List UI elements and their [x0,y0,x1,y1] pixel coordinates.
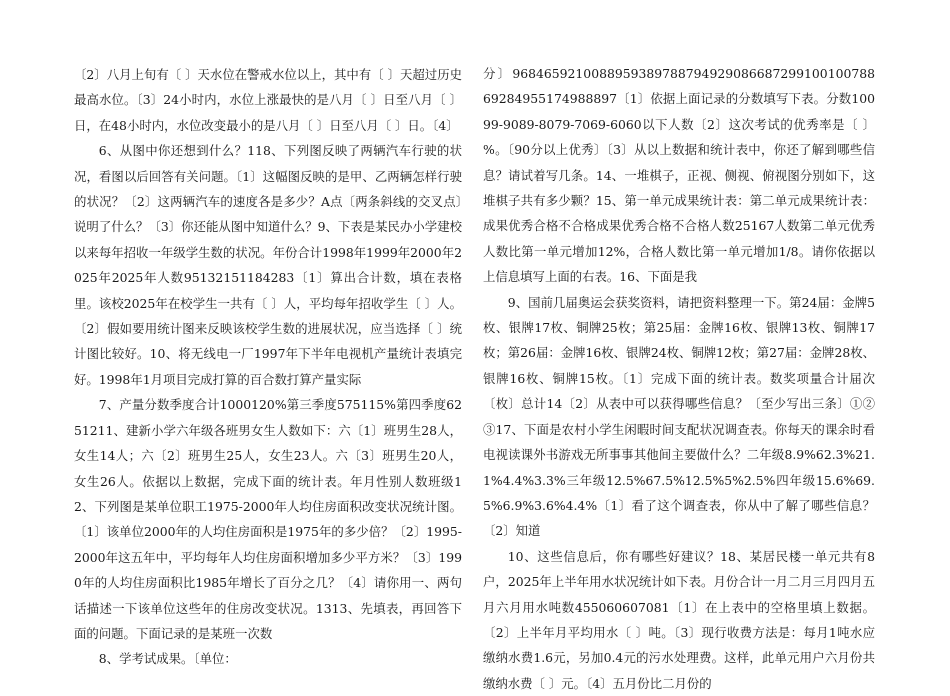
right-paragraph-2: 9、国前几届奥运会获奖资料，请把资料整理一下。第24届：金牌5枚、银牌17枚、铜牌25枚；第25届：金牌16枚、银牌13枚、铜牌17枚；第26届：金牌16枚、银牌24枚、铜牌12枚；第27届：金牌28枚、银牌16枚、铜牌15枚。〔1〕完成下面的统计表。数奖项量合计届次〔枚〕总计14〔2〕从表中可以获得哪些信息？〔至少写出三条〕①②③17、下面是农村小学生闲暇时间支配状况调查表。你每天的课余时看电视读课外书游戏无所事事其他间主要做什么？二年级8.9%62.3%21.1%4.4%3.3%三年级12.5%67.5%12.5%5%2.5%四年级15.6%69.5%6.9%3.6%4.4%〔1〕看了这个调查表，你从中了解了哪些信息？〔2〕知道 [483,294,875,539]
right-column [483,61,875,696]
left-paragraph-1: 〔2〕八月上旬有〔 〕天水位在警戒水位以上，其中有〔 〕天超过历史最高水位。〔3〕24小时内，水位上涨最快的是八月〔 〕日至八月〔 〕日，在48小时内，水位改变最小的是八月〔 〕日至八月〔 〕日。〔4〕 [74,67,462,133]
left-paragraph-2: 6、从图中你还想到什么？118、下列图反映了两辆汽车行驶的状况，看图以后回答有关问题。〔1〕这幅图反映的是甲、乙两辆怎样行驶的状况？〔2〕这两辆汽车的速度各是多少？A点〔两条斜线的交叉点〕说明了什么？〔3〕你还能从图中知道什么？9、下表是某民办小学建校以来每年招收一年级学生数的状况。年份合计1998年1999年2000年2025年2025年人数95132151184283〔1〕算出合计数，填在表格里。该校2025年在校学生一共有〔 〕人，平均每年招收学生〔 〕人。〔2〕假如要用统计图来反映该校学生数的进展状况，应当选择〔 〕统计图比较好。10、将无线电一厂1997年下半年电视机产量统计表填完好。1998年1月项目完成打算的百合数打算产量实际 [74,143,462,387]
left-column [74,62,462,672]
right-paragraph-3: 10、这些信息后，你有哪些好建议？18、某居民楼一单元共有8户，2025年上半年用水状况统计如下表。月份合计一月二月三月四月五月六月用水吨数455060607081〔1〕在上表中的空格里填上数据。〔2〕上半年月平均用水〔 〕吨。〔3〕现行收费方法是：每月1吨水应缴纳水费1.6元，另加0.4元的污水处理费。这样，此单元用户六月份共缴纳水费〔 〕元。〔4〕五月份比二月份的 [483,548,875,691]
right-paragraph-1: 分〕968465921008895938978879492908668729910010078869284955174988897〔1〕依据上面记录的分数填写下表。分数10099-9089-8079-7069-6060以下人数〔2〕这次考试的优秀率是〔 〕%。〔90分以上优秀〕〔3〕从以上数据和统计表中，你还了解到哪些信息？请试着写几条。14、一堆棋子，正视、侧视、俯视图分别如下，这堆棋子共有多少颗？15、第一单元成果统计表：第二单元成果统计表：成果优秀合格不合格成果优秀合格不合格人数25167人数第二单元优秀人数比第一单元增加12%，合格人数比第一单元增加1/8。请你依据以上信息填写上面的右表。16、下面是我 [483,66,875,285]
left-paragraph-3: 7、产量分数季度合计1000120%第三季度575115%第四季度6251211、建新小学六年级各班男女生人数如下：六〔1〕班男生28人，女生14人；六〔2〕班男生25人，女生23人。六〔3〕班男生20人，女生26人。依据以上数据，完成下面的统计表。年月性别人数班级12、下列图是某单位职工1975-2000年人均住房面积改变状况统计图。〔1〕该单位2000年的人均住房面积是1975年的多少倍？〔2〕1995-2000年这五年中，平均每年人均住房面积增加多少平方米？〔3〕1990年的人均住房面积比1985年增长了百分之几？〔4〕请你用一、两句话描述一下该单位这些年的住房改变状况。1313、先填表，再回答下面的问题。下面记录的是某班一次数 [74,397,462,641]
left-paragraph-4: 8、学考试成果。〔单位： [98,651,237,667]
